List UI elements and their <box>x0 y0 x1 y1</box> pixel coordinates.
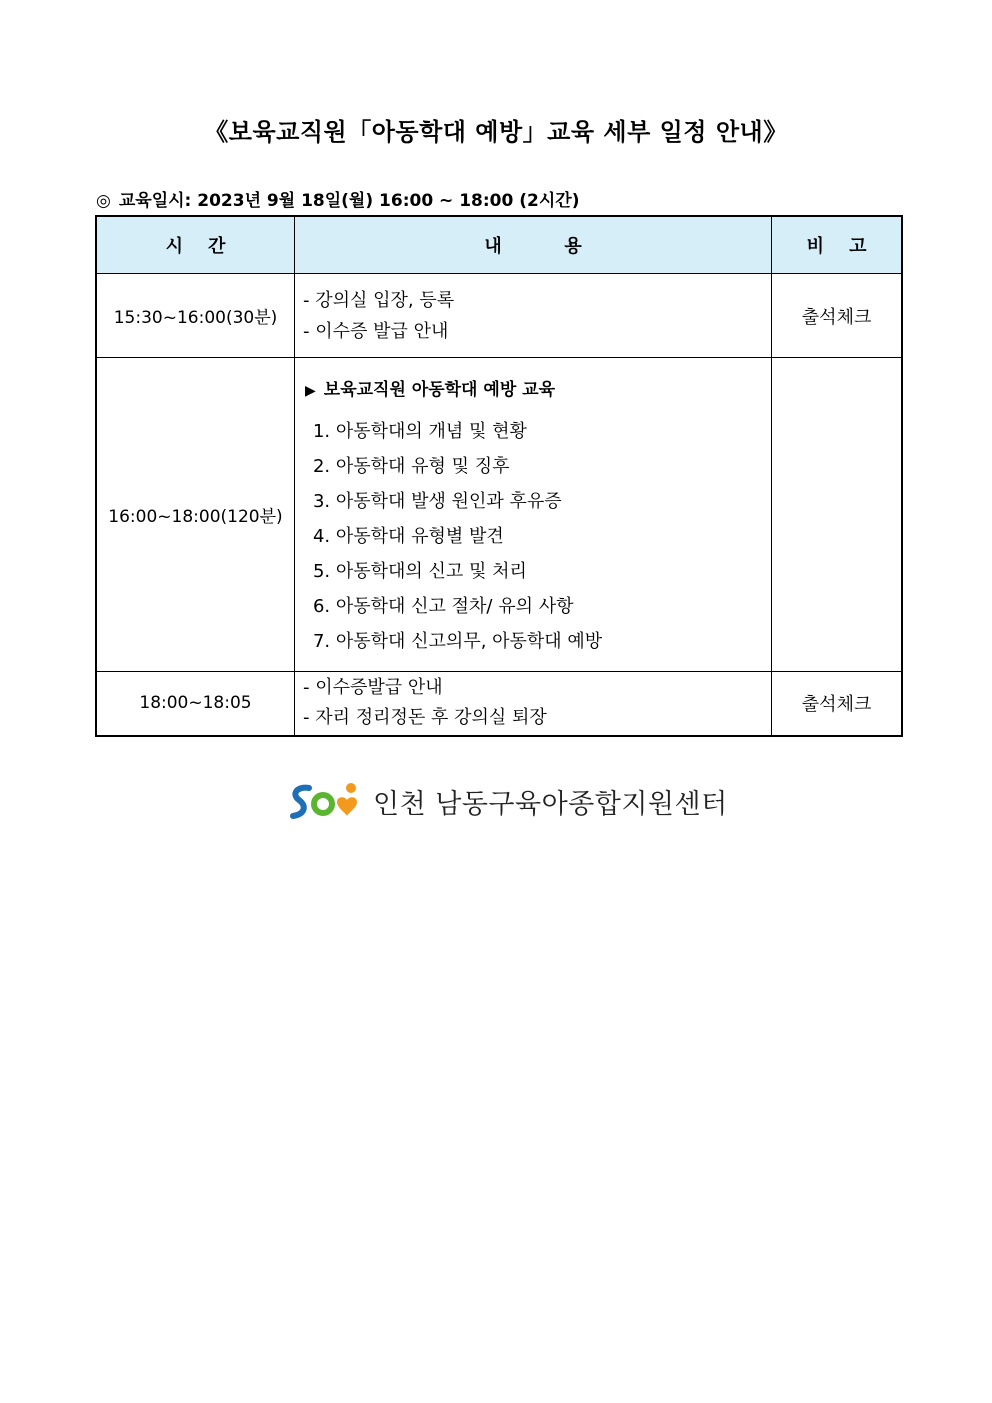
education-heading <box>305 375 771 400</box>
row-note <box>772 358 902 672</box>
row-content <box>294 274 771 358</box>
education-item-list <box>303 414 771 659</box>
center-logo <box>289 780 728 822</box>
header-time: 시 간 <box>96 216 294 274</box>
row-content <box>294 672 771 736</box>
double-circle-mark: ◎ <box>96 191 111 211</box>
row-time: 16:00~18:00(120분) <box>96 358 294 672</box>
header-note: 비 고 <box>772 216 902 274</box>
center-logo-text: 인천 남동구육아종합지원센터 <box>373 788 728 820</box>
row-time: 18:00~18:05 <box>96 672 294 736</box>
table-row <box>96 358 902 672</box>
list-item: 5. 아동학대의 신고 및 처리 <box>312 560 527 582</box>
list-item: 3. 아동학대 발생 원인과 후유증 <box>312 490 562 512</box>
education-date-line <box>96 186 579 211</box>
list-item: 7. 아동학대 신고의무, 아동학대 예방 <box>312 630 603 652</box>
content-line: - 강의실 입장, 등록 <box>302 289 455 311</box>
education-heading-text: 보육교직원 아동학대 예방 교육 <box>323 379 556 400</box>
education-date-text: 교육일시: 2023년 9월 18일(월) 16:00 ~ 18:00 (2시간) <box>118 191 580 211</box>
content-line: - 이수증 발급 안내 <box>302 320 449 342</box>
header-content: 내 용 <box>294 216 771 274</box>
page-title: 《보육교직원「아동학대 예방」교육 세부 일정 안내》 <box>204 118 788 146</box>
triangle-arrow-icon: ▶ <box>304 382 316 399</box>
list-item: 1. 아동학대의 개념 및 현황 <box>312 420 527 442</box>
row-time: 15:30~16:00(30분) <box>96 274 294 358</box>
table-row <box>96 672 902 736</box>
list-item: 6. 아동학대 신고 절차/ 유의 사항 <box>312 595 574 617</box>
row-note: 출석체크 <box>772 274 902 358</box>
list-item: 4. 아동학대 유형별 발견 <box>312 525 504 547</box>
center-logo-mark-icon <box>289 780 363 822</box>
row-note: 출석체크 <box>772 672 902 736</box>
list-item: 2. 아동학대 유형 및 징후 <box>312 455 510 477</box>
content-line: - 이수증발급 안내 <box>302 677 443 699</box>
row-content <box>294 358 771 672</box>
table-header-row <box>96 216 902 274</box>
table-row <box>96 274 902 358</box>
content-line: - 자리 정리정돈 후 강의실 퇴장 <box>302 707 547 729</box>
schedule-table <box>95 215 903 737</box>
